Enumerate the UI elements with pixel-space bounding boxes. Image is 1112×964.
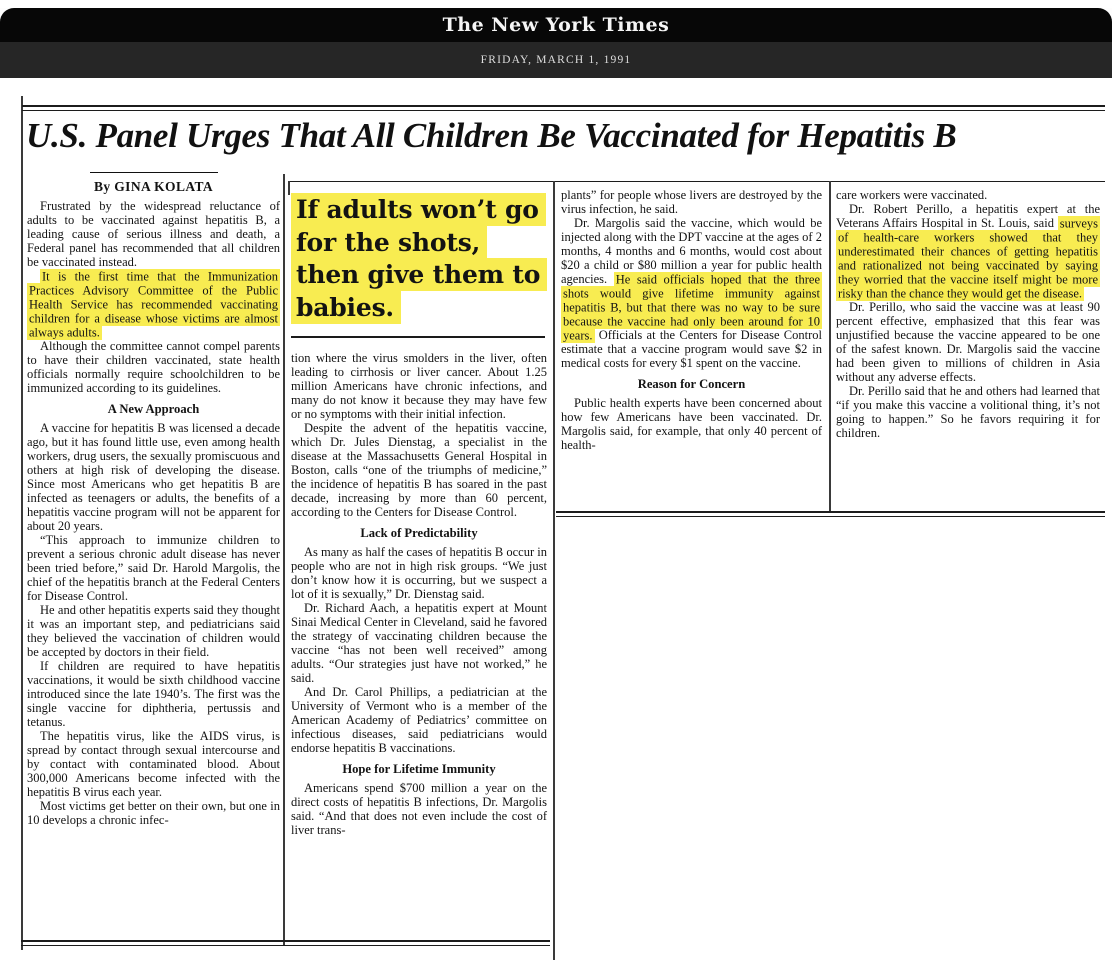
byline-text: By GINA KOLATA [93,179,214,194]
column-inline-rule [291,336,545,338]
body-text: Americans spend $700 million a year on the direct costs of hepatitis B infections, Dr. Margolis said. “And that does not even include the cost of liver trans- [291,781,547,838]
section-subhead: Reason for Concern [637,377,746,391]
columns-top-rule [288,181,1105,182]
article-paragraph [836,188,1100,202]
body-text: plants” for people whose livers are destroyed by the virus infection, he said. [561,188,822,216]
column-divider-2 [553,181,555,960]
body-text: A vaccine for hepatitis B was licensed a decade ago, but it has found little use, even among health workers, drug users, the sexually promiscuous and others at high risk of developing the disease. Since most Americans who get hepatitis B are infected as teenagers or adults, the benefits of a hepatitis vaccine program will not be apparent for about 20 years. [27,421,280,534]
body-text: Most victims get better on their own, but one in 10 develops a chronic infec- [27,799,280,828]
section-subhead: Lack of Predictability [360,526,478,540]
section-subhead: Hope for Lifetime Immunity [342,762,496,777]
article-paragraph [291,351,547,421]
bottom-double-rule-left [21,940,550,946]
highlighted-text: surveys of health-care workers showed that they underestimated their chances of getting hepatitis and rationalized not being vaccinated by saying they worried that the vaccine itself might be more risky than the chance they would get the disease. [838,216,1098,300]
article-paragraph [291,781,547,837]
body-text: Dr. Margolis said the vaccine, which would be injected along with the DPT vaccine at the ages of 2 months, 4 months and 6 months, would cost about $20 a child or $80 million a year for public health agencies. [561,216,822,286]
body-text: Officials at the Centers for Disease Control estimate that a vaccine program would save $2 in medical costs for every $1 spent on the vaccine. [561,328,822,370]
body-text: Dr. Richard Aach, a hepatitis expert at Mount Sinai Medical Center in Cleveland, said he favored the strategy of vaccinating children because the vaccine “has not been well received” among adults. “Our strategies just have not worked,” he said. [291,601,547,686]
body-text: Dr. Perillo said that he and others had learned that “if you make this vaccine a volitional thing, it’s not going to happen.” So he favors requiring it for children. [836,384,1100,440]
scan-left-border [21,96,23,950]
body-text: Public health experts have been concerned about how few Americans have been vaccinated. Dr. Margolis said, for example, that only 40 percent of health- [561,396,822,453]
column-divider-1 [283,174,285,946]
body-text: The hepatitis virus, like the AIDS virus, is spread by contact through sexual intercourse and by contact with contaminated blood. About 300,000 Americans become infected with the hepatitis B virus each year. [27,729,280,800]
article-paragraph [836,202,1100,300]
body-text: Frustrated by the widespread reluctance of adults to be vaccinated against hepatitis B, a leading cause of serious illness and death, a Federal panel has recommended that all children be vaccinated instead. [27,199,280,270]
nyt-logo: The New York Times [442,14,670,36]
article-paragraph [561,216,822,370]
pull-quote [291,194,547,324]
body-text: Dr. Robert Perillo, a hepatitis expert at the Veterans Affairs Hospital in St. Louis, said [836,202,1100,230]
article-paragraph [27,533,280,603]
body-text: care workers were vaccinated. [836,188,988,202]
article-paragraph [291,601,547,685]
highlighted-text: He said officials hoped that the three shots would give lifetime immunity against hepatitis B, but that there was no way to be sure because the vaccine had only been around for 10 years. [563,272,821,342]
body-text: Despite the advent of the hepatitis vaccine, which Dr. Jules Dienstag, a specialist in the disease at the Massachusetts General Hospital in Boston, calls “one of the triumphs of medicine,” the incidence of hepatitis B has soared in the past decade, increasing by more than 60 percent, according to the Centers for Disease Control. [291,421,547,519]
body-text: Although the committee cannot compel parents to have their children vaccinated, state health officials normally require schoolchildren to be immunized according to its guidelines. [27,339,280,396]
article-paragraph [27,199,280,269]
columns-top-rule-tick [288,181,290,195]
byline-rule [90,172,218,173]
article-paragraph [27,799,280,827]
bottom-double-rule-right [556,511,1105,517]
article-paragraph [27,421,280,533]
article-paragraph [291,421,547,519]
article-paragraph [27,729,280,799]
body-text: “This approach to immunize children to prevent a serious chronic adult disease has never been tried before,” said Dr. Harold Margolis, the chief of the hepatitis branch at the Federal Centers for Disease Control. [27,533,280,604]
column-divider-3 [829,181,831,513]
masthead [0,8,1112,42]
article-paragraph [291,545,547,601]
article-column-4 [836,188,1100,440]
top-double-rule [22,105,1105,111]
byline [27,172,280,194]
article-paragraph [27,603,280,659]
section-subhead: A New Approach [107,402,200,417]
article-column-2 [291,186,547,837]
article-paragraph [561,188,822,216]
article-headline: U.S. Panel Urges That All Children Be Vaccinated for Hepatitis B [26,116,957,155]
issue-date: FRIDAY, MARCH 1, 1991 [480,54,632,66]
date-bar [0,42,1112,78]
highlighted-text: It is the first time that the Immunization Practices Advisory Committee of the Public Health Service has recommended vaccinating children for a disease whose victims are almost always adults. [29,269,278,340]
body-text: Dr. Perillo, who said the vaccine was at least 90 percent effective, emphasized that this fear was unjustified because the vaccine appeared to be one of the safest known. Dr. Margolis said the vaccine had been given to millions of children in Asia without any adverse effects. [836,300,1100,384]
article-paragraph [836,384,1100,440]
body-text: If children are required to have hepatitis vaccinations, it would be sixth childhood vaccine introduced since the late 1940’s. The first was the single vaccine for diphtheria, pertussis and tetanus. [27,659,280,730]
body-text: He and other hepatitis experts said they thought it was an important step, and pediatricians said they believed the vaccination of children would be accepted by doctors in their field. [27,603,280,660]
article-paragraph [27,269,280,339]
pull-quote-highlight: If adults won’t go for the shots, then give them to babies. [291,193,547,324]
body-text: And Dr. Carol Phillips, a pediatrician at the University of Vermont who is a member of the American Academy of Pediatrics’ committee on infectious diseases, said pediatricians would endorse hepatitis B vaccinations. [291,685,547,756]
article-paragraph [836,300,1100,384]
newspaper-scan [0,78,1112,964]
article-column-1 [27,170,280,827]
body-text: As many as half the cases of hepatitis B occur in people who are not in high risk groups. “We just don’t know how it is occurring, but we suspect a lot of it is sexually,” Dr. Dienstag said. [291,545,547,602]
article-paragraph [561,396,822,452]
article-paragraph [27,339,280,395]
article-paragraph [291,685,547,755]
body-text: tion where the virus smolders in the liver, often leading to cirrhosis or liver cancer. About 1.25 million Americans have chronic infections, and many do not know it because they may have few or no symptoms with their initial infection. [291,351,547,421]
article-column-3 [561,188,822,452]
article-paragraph [27,659,280,729]
top-margin-strip [0,0,1112,8]
